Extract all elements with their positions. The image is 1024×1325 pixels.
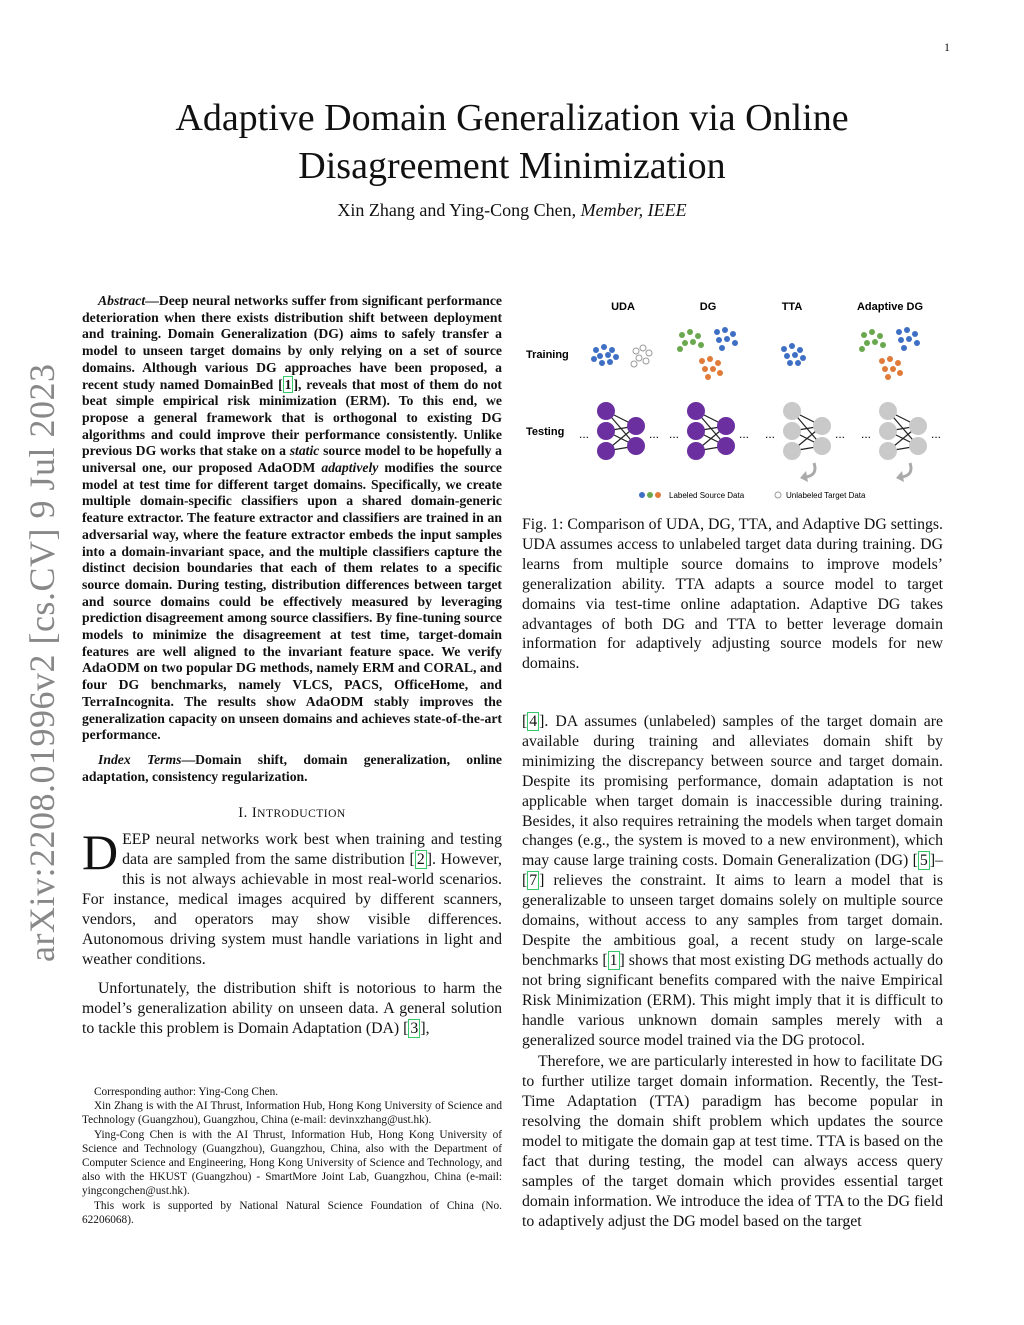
adaptive-dg-test-network [861,402,941,482]
abstract-lead: Abstract [98,293,146,308]
svg-text:...: ... [861,427,872,441]
footnote: Xin Zhang is with the AI Thrust, Information Hub, Hong Kong University of Science and Technology (Guangzhou), Guangzhou, China (e-mail: devinxzhang@ust.hk). [82,1100,502,1127]
row-label-testing: Testing [526,426,565,438]
col-header-adaptive-dg: Adaptive DG [856,301,924,313]
citation-link[interactable]: 2 [416,851,425,869]
svg-text:...: ... [669,427,680,441]
dg-test-network [669,402,749,460]
author-role: Member, IEEE [580,200,687,220]
title-line-1: Adaptive Domain Generalization via Online [175,97,849,139]
col-header-tta: TTA [781,301,803,313]
legend-labeled-source: Labeled Source Data [669,491,745,500]
uda-training-clusters [591,344,652,367]
author-names: Xin Zhang and Ying-Cong Chen, [337,200,577,220]
footnotes [82,1085,502,1227]
svg-text:...: ... [739,427,750,441]
figure-1-diagram [522,293,943,508]
footnote: Ying-Cong Chen is with the AI Thrust, Information Hub, Hong Kong University of Science and Technology (Guangzhou), Guangzhou, China, also with the Department of Computer Science and Engineering, Hong Kong University of Science and Technology, and also with the HKUST (Guangzhou) - SmartMore Joint Lab, Guangzhou, China (e-mail: yingcongchen@ust.hk). [82,1128,502,1198]
arxiv-watermark: arXiv:2208.01996v2 [cs.CV] 9 Jul 2023 [22,363,62,962]
index-terms: Index Terms—Domain shift, domain generalization, online adaptation, consistency regularization. [82,751,503,784]
intro-paragraph-2: Unfortunately, the distribution shift is notorious to harm the model’s generalization ability on unseen data. A general solution to tackle this problem is Domain Adaptation (DA) [ 3 ], [82,979,502,1037]
intro-paragraph-1: DEEP neural networks work best when training and testing data are sampled from the same distribution [ 2 ]. However, this is not always achievable in most real-world scenarios. For instance, medical images acquired by different scanners, vendors, and operators may show visible differences. Autonomous driving system must handle variations in light and weather conditions. [82,824,503,968]
svg-text:...: ... [649,427,660,441]
svg-text:...: ... [835,427,846,441]
uda-test-network [579,402,659,460]
adaptive-dg-training-clusters [859,327,920,380]
page-number: 1 [944,40,950,54]
citation-link[interactable]: 5 [919,852,928,870]
figure-1 [522,293,943,508]
figure-1-caption: Fig. 1: Comparison of UDA, DG, TTA, and Adaptive DG settings. UDA assumes access to unlabeled target data during training. DG learns from multiple source domains to improve models’ generalization ability. TTA adapts a source model to target domains via test-time online adaptation. Adaptive DG takes advantages of both DG and TTA to better leverage domain information for adaptively adjusting source models for new domains. [522,516,943,673]
dg-training-clusters [677,327,738,380]
title-line-2: Disagreement Minimization [298,145,726,187]
citation-link[interactable]: 3 [410,1019,419,1037]
left-column [82,293,502,1038]
right-paragraph-2: Therefore, we are particularly interested in how to facilitate DG to further utilize target domain information. Recently, the Test-Time Adaptation (TTA) paradigm has become popular in resolving the domain shift problem which updates the source model to mitigate the domain gap at test time. TTA is based on the fact that during testing, the model can always access query samples of the target domain which provides essential target domain information. We introduce the idea of TTA to the DG field to adaptively adjust the DG model based on the target [522,1053,943,1230]
section-heading-introduction: I. INTRODUCTION [238,805,346,822]
svg-text:...: ... [765,427,776,441]
citation-link[interactable]: 7 [529,872,538,890]
row-label-training: Training [526,349,569,361]
abstract: Abstract—Deep neural networks suffer from significant performance deterioration when there exists distribution shift between deployment and training. Domain Generalization (DG) aims to safely transfer a model to unseen target domains by only relying on a set of source domains. Although various DG approaches have been proposed, a recent study named DomainBed [ 1 ], reveals that most of them do not beat simple empirical risk minimization (ERM). To this end, we propose a general framework that is orthogonal to existing DG algorithms and could improve their performance consistently. Unlike previous DG works that stake on a static source model to be hopefully a universal one, our proposed AdaODM adaptively modifies the source model at test time for different target domains. Specifically, we create multiple domain-specific classifiers upon a shared domain-generic feature extractor. The feature extractor and classifiers are trained in an adversarial way, where the feature extractor embeds the input samples into a domain-invariant space, and the multiple classifiers capture the distinct decision boundaries that each of them relates to a specific source domain. During testing, distribution differences between target and source domains could be effectively measured by leveraging prediction disagreement among source classifiers. By fine-tuning source models to minimize the disagreement at test time, target-domain features are well aligned to the invariant feature space. We verify AdaODM on two popular DG methods, namely ERM and CORAL, and four DG benchmarks, namely VLCS, PACS, OfficeHome, and TerraIncognita. The results show AdaODM stably improves the generalization capacity on unseen domains and achieves state-of-the-art performance. [82,293,502,743]
footnote: This work is supported by National Natural Science Foundation of China (No. 62206068). [82,1199,502,1226]
drop-cap: D [82,824,119,881]
col-header-dg: DG [699,301,717,313]
right-paragraph-1: [ 4 ]. DA assumes (unlabeled) samples of the target domain are available during training and alleviates domain shift by minimizing the discrepancy between source and target domain. Despite its promising performance, domain adaptation is not applicable when target domain is inaccessible during training. Besides, it also requires retraining the models when target domain changes (e.g., the system is moved to a new environment), which may cause large training costs. Domain Generalization (DG) [ 5 ]–[ 7 ] relieves the constraint. It aims to learn a model that is generalizable to unseen target domains solely on multiple source domains, without access to any samples from target domain. Despite the ambitious goal, a recent study on large-scale benchmarks [ 1 ] shows that most existing DG methods actually do not bring significant benefits compared with the naive Empirical Risk Minimization (ERM). This might imply that it is difficult to handle various unknown domain samples merely with a generalized source model trained via the DG protocol. [522,713,943,1049]
authors [100,200,924,221]
svg-text:...: ... [579,427,590,441]
tta-training-cluster [781,343,806,366]
right-column-body [522,712,943,1232]
citation-link[interactable]: 1 [609,951,618,969]
paper-title [100,94,924,190]
figure-legend [639,491,866,500]
col-header-uda: UDA [611,301,635,313]
citation-link[interactable]: 4 [529,713,538,730]
footnote: Corresponding author: Ying-Cong Chen. [94,1086,279,1098]
tta-test-network [765,402,845,482]
svg-text:...: ... [931,427,942,441]
citation-link[interactable]: 1 [284,376,292,392]
legend-unlabeled-target: Unlabeled Target Data [786,491,866,500]
